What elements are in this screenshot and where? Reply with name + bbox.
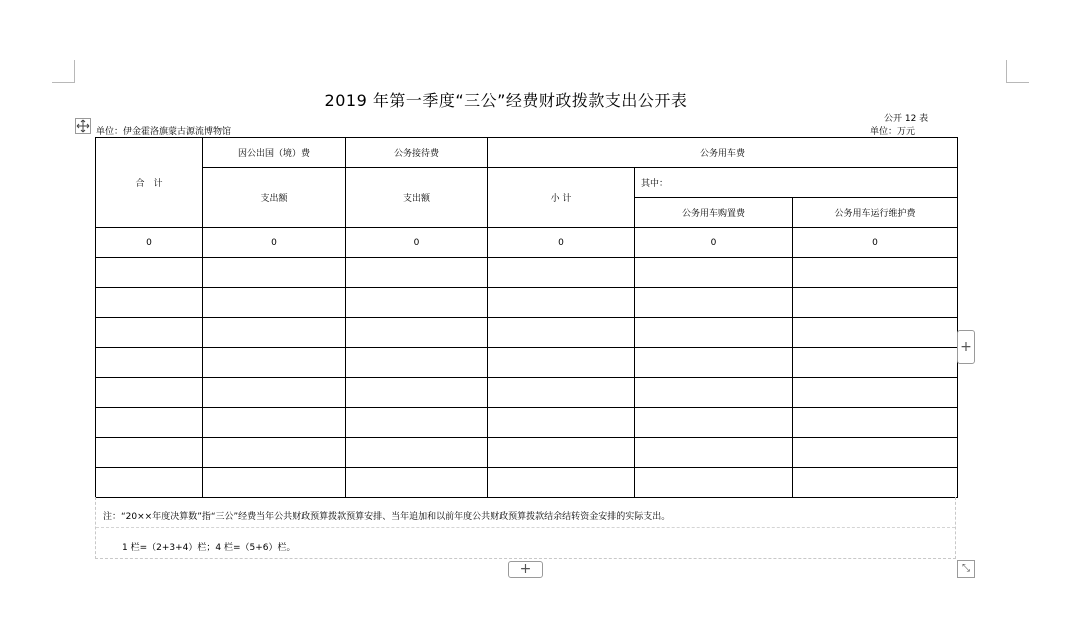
table-cell[interactable]: [488, 378, 635, 408]
form-number: 公开 12 表: [884, 114, 929, 124]
table-cell[interactable]: [793, 318, 958, 348]
table-cell[interactable]: [96, 378, 203, 408]
table-cell[interactable]: [203, 408, 346, 438]
table-cell[interactable]: [96, 318, 203, 348]
table-resize-icon[interactable]: ⤡: [957, 560, 975, 578]
table-cell[interactable]: [488, 288, 635, 318]
table-cell[interactable]: [488, 408, 635, 438]
table-cell[interactable]: [346, 348, 488, 378]
header-reception-expense: 公务接待费: [346, 138, 488, 168]
table-notes: [95, 497, 956, 559]
header-total: 合 计: [96, 138, 203, 228]
table-cell[interactable]: [346, 288, 488, 318]
note-definition[interactable]: 注：“20××年度决算数”指“三公”经费当年公共财政预算拨款预算安排、当年追加和以前年度公共财政预算拨款结余结转资金安排的实际支出。: [103, 512, 671, 522]
header-vehicle-purchase: 公务用车购置费: [635, 198, 793, 228]
table-cell[interactable]: [488, 468, 635, 498]
table-cell[interactable]: [346, 468, 488, 498]
page-corner-mark-top-left: [52, 60, 75, 83]
table-cell[interactable]: [96, 258, 203, 288]
table-row: [96, 348, 958, 378]
table-cell[interactable]: [488, 348, 635, 378]
header-row-2: [96, 168, 958, 198]
table-row: [96, 468, 958, 498]
note-divider: [96, 527, 955, 528]
table-cell[interactable]: [203, 288, 346, 318]
header-vehicle-expense: 公务用车费: [488, 138, 958, 168]
header-row-1: [96, 138, 958, 168]
table-row: [96, 378, 958, 408]
table-cell[interactable]: [96, 438, 203, 468]
table-cell[interactable]: 0: [635, 228, 793, 258]
table-cell[interactable]: [488, 318, 635, 348]
table-cell[interactable]: [793, 468, 958, 498]
table-cell[interactable]: [96, 408, 203, 438]
header-abroad-spend: 支出额: [203, 168, 346, 228]
table-cell[interactable]: 0: [488, 228, 635, 258]
table-cell[interactable]: 0: [346, 228, 488, 258]
table-row: [96, 228, 958, 258]
table-row: [96, 408, 958, 438]
expenditure-table: [95, 137, 958, 498]
document-title: 2019 年第一季度“三公”经费财政拨款支出公开表: [324, 91, 688, 110]
reporting-unit: 单位：伊金霍洛旗蒙古源流博物馆: [96, 127, 232, 137]
table-row: [96, 318, 958, 348]
table-cell[interactable]: [96, 288, 203, 318]
table-cell[interactable]: [793, 258, 958, 288]
table-cell[interactable]: [203, 378, 346, 408]
header-vehicle-operation: 公务用车运行维护费: [793, 198, 958, 228]
table-cell[interactable]: [96, 468, 203, 498]
note-formula[interactable]: 1 栏=（2+3+4）栏；4 栏=（5+6）栏。: [122, 543, 296, 553]
table-cell[interactable]: 0: [96, 228, 203, 258]
table-cell[interactable]: [488, 258, 635, 288]
table-move-handle-icon[interactable]: [75, 118, 91, 134]
move-arrows-icon: [76, 119, 90, 133]
table-cell[interactable]: [635, 438, 793, 468]
header-reception-spend: 支出额: [346, 168, 488, 228]
table-cell[interactable]: [346, 258, 488, 288]
header-of-which: 其中：: [635, 168, 958, 198]
table-cell[interactable]: [635, 468, 793, 498]
table-cell[interactable]: [203, 318, 346, 348]
table-cell[interactable]: [203, 468, 346, 498]
table-cell[interactable]: [635, 258, 793, 288]
page-corner-mark-top-right: [1006, 60, 1029, 83]
table-cell[interactable]: [635, 318, 793, 348]
table-cell[interactable]: [346, 378, 488, 408]
currency-unit: 单位：万元: [870, 127, 916, 137]
table-cell[interactable]: [203, 348, 346, 378]
table-cell[interactable]: [793, 288, 958, 318]
table-cell[interactable]: [793, 438, 958, 468]
table-cell[interactable]: 0: [203, 228, 346, 258]
table-cell[interactable]: [635, 288, 793, 318]
table-cell[interactable]: 0: [793, 228, 958, 258]
table-cell[interactable]: [96, 348, 203, 378]
header-vehicle-subtotal: 小 计: [488, 168, 635, 228]
table-cell[interactable]: [346, 408, 488, 438]
table-row: [96, 258, 958, 288]
header-abroad-expense: 因公出国（境）费: [203, 138, 346, 168]
table-cell[interactable]: [203, 438, 346, 468]
table-row: [96, 288, 958, 318]
table-cell[interactable]: [635, 348, 793, 378]
table-row: [96, 438, 958, 468]
table-cell[interactable]: [346, 318, 488, 348]
table-cell[interactable]: [793, 408, 958, 438]
table-cell[interactable]: [793, 378, 958, 408]
table-cell[interactable]: [635, 408, 793, 438]
add-row-button[interactable]: +: [508, 561, 543, 578]
table-cell[interactable]: [793, 348, 958, 378]
table-cell[interactable]: [635, 378, 793, 408]
table-cell[interactable]: [488, 438, 635, 468]
table-cell[interactable]: [346, 438, 488, 468]
add-column-button[interactable]: +: [957, 330, 975, 364]
table-cell[interactable]: [203, 258, 346, 288]
